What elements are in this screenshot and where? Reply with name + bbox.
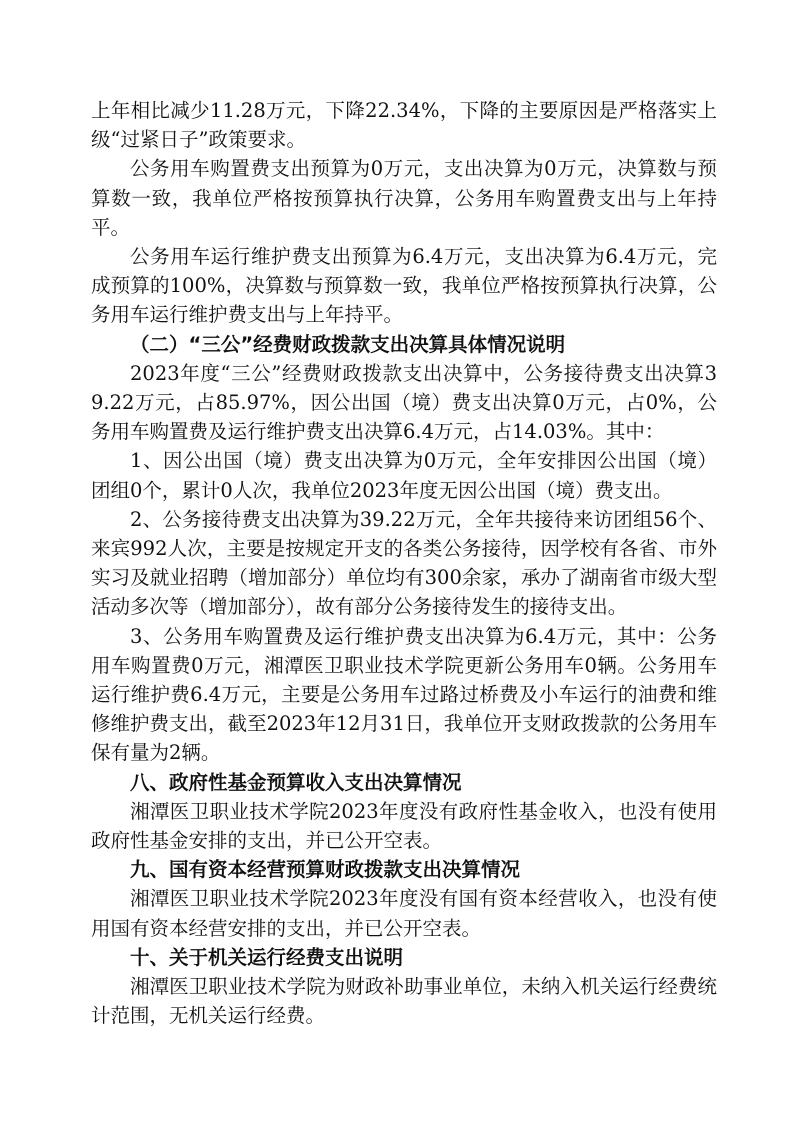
document-body bbox=[91, 96, 717, 1031]
paragraph-overseas-travel: 1、因公出国（境）费支出决算为0万元，全年安排因公出国（境）团组0个，累计0人次，我单位2023年度无因公出国（境）费支出。 bbox=[91, 449, 717, 502]
section-heading-operating-expenses: 十、关于机关运行经费支出说明 bbox=[130, 945, 404, 969]
section-heading-state-capital: 九、国有资本经营预算财政拨款支出决算情况 bbox=[130, 858, 521, 882]
paragraph-official-reception: 2、公务接待费支出决算为39.22万元，全年共接待来访团组56个、来宾992人次，主要是按规定开支的各类公务接待，因学校有各省、市外实习及就业招聘（增加部分）单位均有300余家，承办了湖南省市级大型活动多次等（增加部分），故有部分公务接待发生的接待支出。 bbox=[91, 507, 717, 619]
paragraph-vehicle-purchase: 公务用车购置费支出预算为0万元，支出决算为0万元，决算数与预算数一致，我单位严格按预算执行决算，公务用车购置费支出与上年持平。 bbox=[91, 157, 717, 239]
section-heading-three-expenses-detail: （二）“三公”经费财政拨款支出决算具体情况说明 bbox=[130, 332, 566, 356]
section-heading-government-fund: 八、政府性基金预算收入支出决算情况 bbox=[130, 770, 462, 794]
paragraph-vehicle-maintenance: 公务用车运行维护费支出预算为6.4万元，支出决算为6.4万元，完成预算的100%，决算数与预算数一致，我单位严格按预算执行决算，公务用车运行维护费支出与上年持平。 bbox=[91, 245, 717, 327]
paragraph-official-vehicles: 3、公务用车购置费及运行维护费支出决算为6.4万元，其中：公务用车购置费0万元，湘潭医卫职业技术学院更新公务用车0辆。公务用车运行维护费6.4万元，主要是公务用车过路过桥费及小车运行的油费和维修维护费支出，截至2023年12月31日，我单位开支财政拨款的公务用车保有量为2辆。 bbox=[91, 624, 717, 765]
paragraph-state-capital: 湘潭医卫职业技术学院2023年度没有国有资本经营收入，也没有使用国有资本经营安排的支出，并已公开空表。 bbox=[91, 887, 717, 940]
paragraph-reduction-summary: 上年相比减少11.28万元，下降22.34%，下降的主要原因是严格落实上级“过紧日子”政策要求。 bbox=[91, 99, 717, 152]
paragraph-operating-expenses: 湘潭医卫职业技术学院为财政补助事业单位，未纳入机关运行经费统计范围，无机关运行经费。 bbox=[91, 975, 717, 1028]
paragraph-government-fund: 湘潭医卫职业技术学院2023年度没有政府性基金收入，也没有使用政府性基金安排的支出，并已公开空表。 bbox=[91, 799, 717, 853]
paragraph-three-expenses-overview: 2023年度“三公”经费财政拨款支出决算中，公务接待费支出决算39.22万元，占85.97%，因公出国（境）费支出决算0万元，占0%，公务用车购置费及运行维护费支出决算6.4万元，占14.03%。其中： bbox=[91, 361, 717, 444]
